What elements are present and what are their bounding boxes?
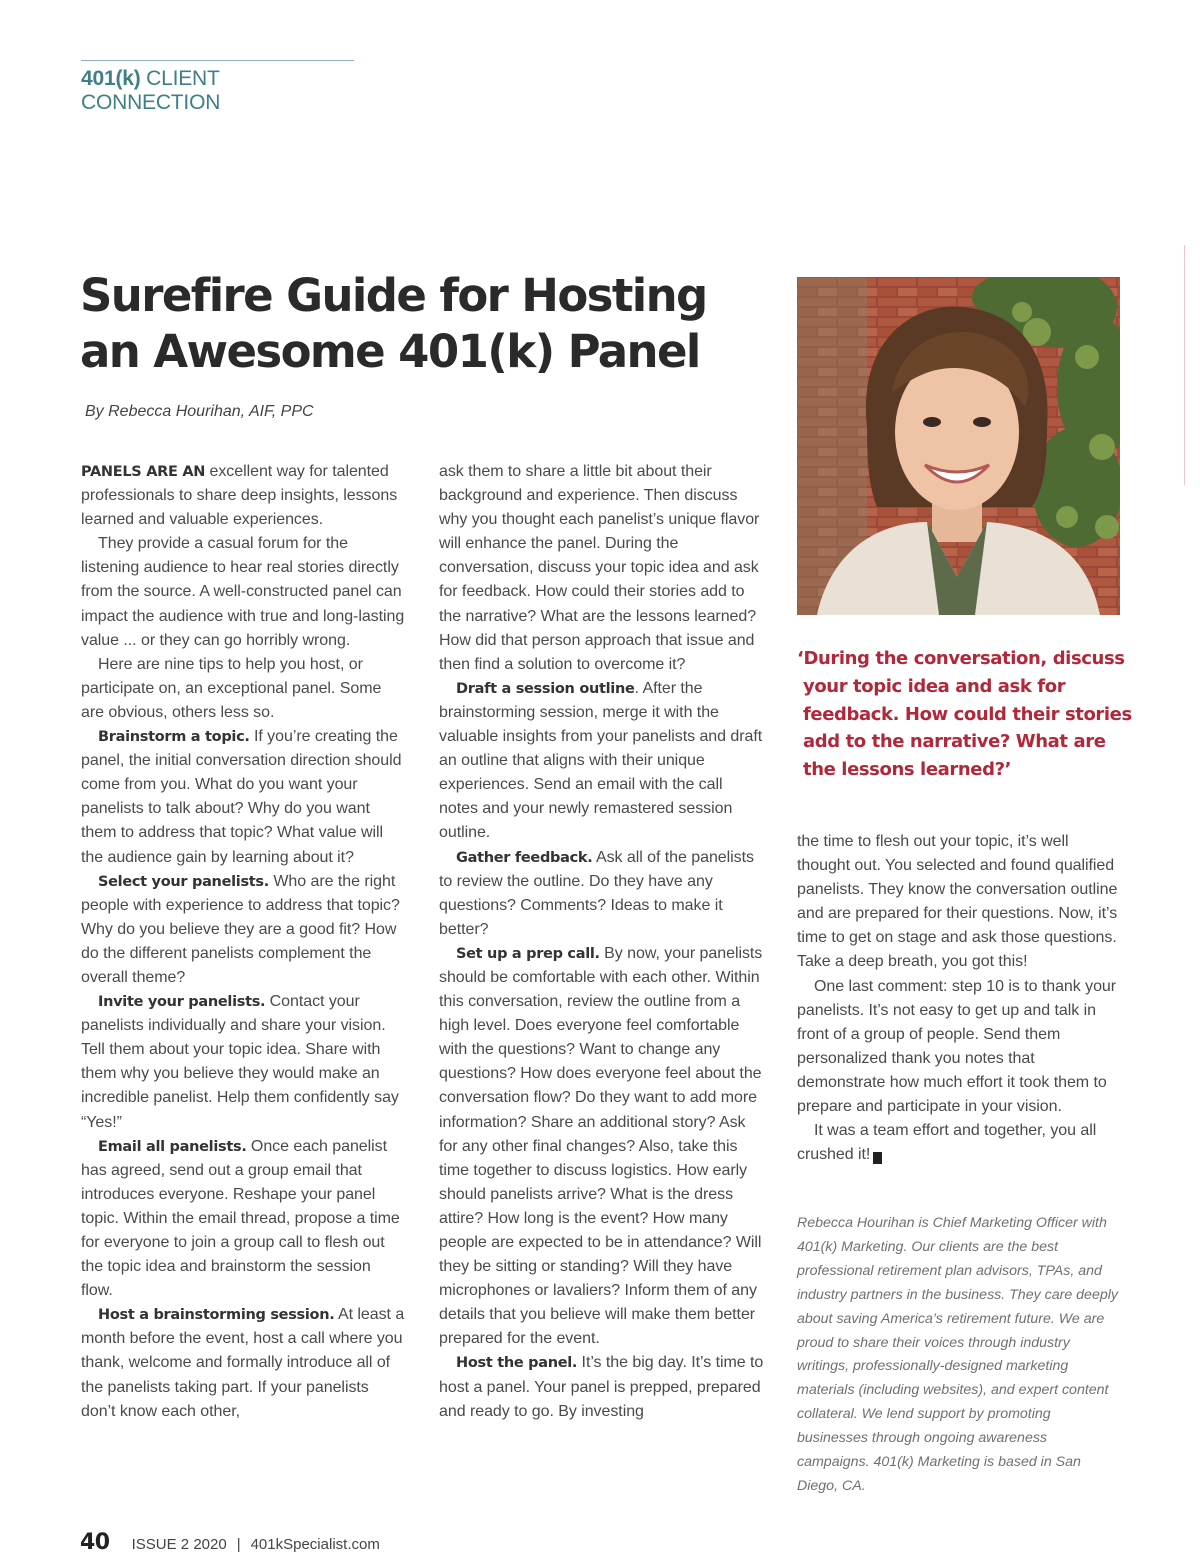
page-number: 40	[80, 1530, 110, 1555]
tip-text: Who are the right people with experience to address that topic? Why do you believe they are a good fit? How do the different panelists complement the overall theme?	[81, 872, 400, 986]
pull-quote-line: add to the narrative? What are	[803, 731, 1106, 753]
pull-quote	[797, 645, 1132, 784]
tip-text: . After the brainstorming session, merge it with the valuable insights from your panelists and draft an outline that aligns with their unique experiences. Send an email with the call notes and your newly remastered session outline.	[439, 679, 763, 842]
tip-paragraph	[439, 942, 765, 1352]
pull-quote-line: the lessons learned?’	[803, 759, 1012, 781]
tip-heading: Invite your panelists.	[98, 994, 266, 1011]
byline: By Rebecca Hourihan, AIF, PPC	[85, 403, 314, 420]
tip-heading: Gather feedback.	[456, 849, 593, 866]
article-title	[80, 268, 760, 380]
title-line-2: an Awesome 401(k) Panel	[80, 325, 700, 378]
tip-paragraph	[81, 990, 406, 1135]
paragraph: Here are nine tips to help you host, or participate on, an exceptional panel. Some are obvious, others less so.	[81, 655, 382, 721]
pull-quote-line: feedback. How could their stories	[803, 703, 1132, 725]
tip-paragraph	[439, 846, 765, 942]
pull-quote-line: your topic idea and ask for	[803, 675, 1066, 697]
page-footer	[80, 1530, 380, 1555]
title-line-1: Surefire Guide for Hosting	[80, 269, 707, 322]
paragraph: ask them to share a little bit about their background and experience. Then discuss why you thought each panelist’s unique flavor will enhance the panel. During the conversation, discuss your topic idea and ask for feedback. How could their stories add to the narrative? What are the lessons learned? How did that person approach that issue and then find a solution to overcome it?	[439, 463, 760, 673]
tip-heading: Brainstorm a topic.	[98, 729, 250, 746]
end-mark-icon: K	[873, 1152, 882, 1164]
website-link[interactable]: 401kSpecialist.com	[250, 1536, 380, 1553]
author-portrait-icon	[797, 277, 1120, 615]
tip-heading: Select your panelists.	[98, 873, 269, 890]
tip-paragraph	[81, 1135, 406, 1304]
author-bio: Rebecca Hourihan is Chief Marketing Officer with 401(k) Marketing. Our clients are the best professional retirement plan advisors, TPAs, and industry partners in the business. They care deeply about saving America’s retirement future. We are proud to share their voices through industry writings, professionally-designed marketing materials (including websites), and expert content collateral. We lend support by promoting businesses through ongoing awareness campaigns. 401(k) Marketing is based in San Diego, CA.	[797, 1215, 1118, 1494]
tip-heading: Host a brainstorming session.	[98, 1307, 335, 1324]
paragraph: One last comment: step 10 is to thank your panelists. It’s not easy to get up and talk in front of a group of people. Send them personalized thank you notes that demonstrate how much effort it took them to prepare and participate in your vision.	[797, 977, 1117, 1116]
author-photo	[797, 277, 1120, 615]
tip-heading: Set up a prep call.	[456, 945, 600, 962]
tip-text: It’s the big day. It’s time to host a panel. Your panel is prepped, prepared and ready to go. By investing	[439, 1354, 764, 1420]
page-edge-divider	[1184, 245, 1200, 485]
article-column-1	[81, 460, 406, 1424]
tip-text: At least a month before the event, host a call where you thank, welcome and formally introduce all of the panelists taking part. If your panelists don’t know each other,	[81, 1306, 405, 1420]
article-column-2	[439, 460, 765, 1424]
tip-text: Once each panelist has agreed, send out a group email that introduces everyone. Reshape your panel topic. Within the email thread, propose a time for everyone to join a group call to flesh out the topic idea and brainstorm the session flow.	[81, 1137, 400, 1300]
tip-paragraph	[81, 870, 406, 990]
pull-quote-line: ‘During the conversation, discuss	[797, 648, 1125, 669]
tip-heading: Email all panelists.	[98, 1138, 247, 1155]
issue-label: ISSUE 2 2020	[131, 1536, 227, 1553]
tip-heading: Draft a session outline	[456, 680, 635, 697]
article-column-3	[797, 830, 1122, 1167]
tip-heading: Host the panel.	[456, 1355, 578, 1372]
footer-separator: |	[236, 1536, 241, 1553]
section-header-bold: 401(k)	[81, 67, 141, 90]
tip-text: Ask all of the panelists to review the outline. Do they have any questions? Comments? Ideas to make it better?	[439, 848, 754, 938]
paragraph-text: It was a team effort and together, you all crushed it!	[797, 1122, 1097, 1164]
tip-paragraph	[81, 1303, 406, 1423]
tip-text: Contact your panelists individually and share your vision. Tell them about your topic idea. Share with them why you believe they would make an incredible panelist. Help them confidently say “Yes!”	[81, 993, 399, 1131]
tip-text: If you’re creating the panel, the initial conversation direction should come from you. What do you want your panelists to talk about? Why do you want them to address that topic? What value will the audience gain by learning about it?	[81, 728, 402, 866]
paragraph	[81, 460, 406, 532]
section-header-text: CLIENT CONNECTION	[81, 67, 221, 114]
lead-in: PANELS ARE AN	[81, 464, 206, 480]
tip-paragraph	[439, 1351, 765, 1423]
paragraph	[797, 1119, 1122, 1167]
tip-text: By now, your panelists should be comfortable with each other. Within this conversation, review the outline from a high level. Does everyone feel comfortable with the questions? Want to change any questions? How does everyone feel about the conversation flow? Do they want to add more information? Share an additional story? Ask for any other final changes? Also, take this time together to discuss logistics. How early should panelists arrive? What is the dress attire? How long is the event? How many people are expected to be in attendance? Will they be sitting or standing? Will they have microphones or lavaliers? Inform them of any details that you believe will make them better prepared for the event.	[439, 944, 763, 1348]
section-header	[81, 60, 354, 115]
paragraph: the time to flesh out your topic, it’s well thought out. You selected and found qualified panelists. They know the conversation outline and are prepared for their questions. Now, it’s time to get on stage and ask those questions. Take a deep breath, you got this!	[797, 833, 1118, 971]
paragraph-text: excellent way for talented professionals to share deep insights, lessons learned and valuable experiences.	[81, 463, 398, 529]
paragraph: They provide a casual forum for the listening audience to hear real stories directly from the source. A well-constructed panel can impact the audience with true and long-lasting value ... or they can go horribly wrong.	[81, 535, 405, 649]
tip-paragraph	[81, 725, 406, 870]
tip-paragraph	[439, 677, 765, 846]
